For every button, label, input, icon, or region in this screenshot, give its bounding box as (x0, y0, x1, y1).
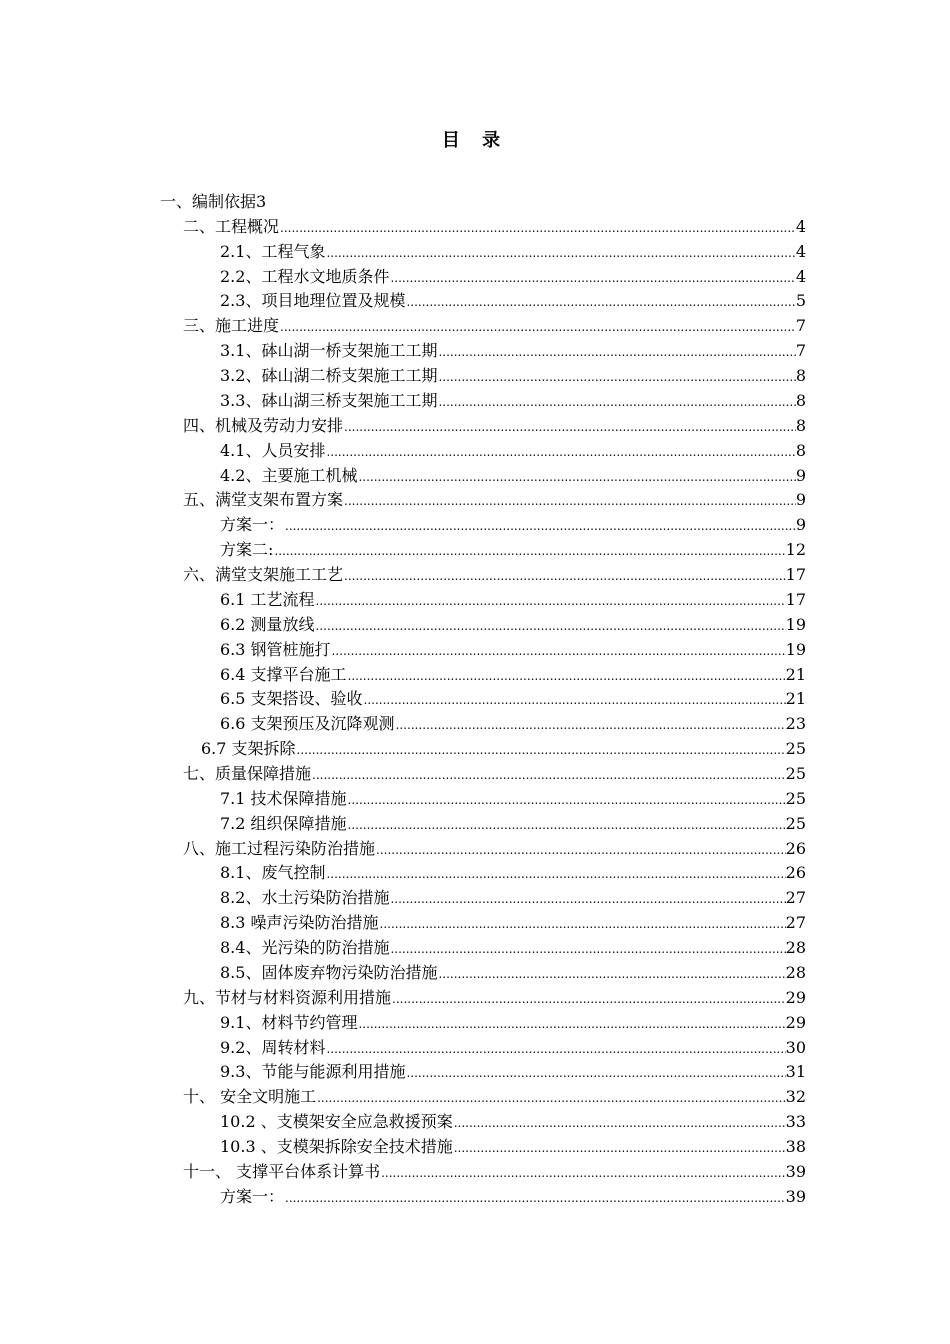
toc-entry-label: 3.3、砵山湖三桥支架施工工期 (220, 390, 438, 410)
toc-entry-label: 四、机械及劳动力安排 (183, 415, 344, 435)
toc-entry-label: 4.2、主要施工机械 (220, 465, 358, 485)
toc-entry-label: 八、施工过程污染防治措施 (183, 838, 376, 858)
toc-entry[interactable] (183, 761, 806, 786)
toc-entry-label: 8.5、固体废弃物污染防治措施 (220, 962, 438, 982)
toc-entry-page: 32 (785, 1087, 806, 1107)
toc-entry-label: 6.5 支架搭设、验收 (220, 689, 363, 709)
toc-entry[interactable] (183, 487, 806, 512)
toc-entry-page: 4 (795, 266, 806, 286)
toc-title: 目 录 (441, 130, 509, 151)
toc-entry[interactable] (183, 985, 806, 1010)
toc-entry-page: 8 (795, 440, 806, 460)
toc-entry-label: 3.2、砵山湖二桥支架施工工期 (220, 366, 438, 386)
toc-entry[interactable] (220, 239, 806, 264)
toc-entry[interactable] (220, 786, 806, 811)
toc-entry-label: 6.6 支架预压及沉降观测 (220, 714, 395, 734)
toc-entry-page: 31 (785, 1062, 806, 1082)
toc-entry-page: 7 (795, 341, 806, 361)
toc-entry-label: 3.1、砵山湖一桥支架施工工期 (220, 341, 438, 361)
toc-entry[interactable] (220, 1184, 806, 1209)
toc-entry-label: 4.1、人员安排 (220, 440, 326, 460)
toc-entry-page: 33 (785, 1112, 806, 1132)
toc-entry-page: 19 (785, 614, 806, 634)
toc-entry-label: 方案二: (220, 540, 274, 560)
toc-entry[interactable] (183, 562, 806, 587)
toc-entry-label: 三、施工进度 (183, 316, 280, 336)
toc-entry[interactable] (183, 413, 806, 438)
toc-entry[interactable] (183, 1159, 806, 1184)
toc-entry[interactable] (220, 662, 806, 687)
toc-entry-page: 3 (256, 192, 267, 211)
toc-entry-page: 8 (795, 415, 806, 435)
toc-entry[interactable] (220, 388, 806, 413)
toc-entry[interactable] (220, 910, 806, 935)
toc-entry[interactable] (220, 1010, 806, 1035)
toc-entry[interactable] (220, 885, 806, 910)
toc-entry-page: 26 (785, 863, 806, 883)
toc-entry-page: 4 (795, 216, 806, 236)
toc-entry-label: 十一、 支撑平台体系计算书 (183, 1161, 381, 1181)
toc-entry-page: 25 (785, 788, 806, 808)
toc-entry[interactable] (220, 463, 806, 488)
toc-entry-page: 17 (785, 565, 806, 585)
toc-entry-page: 21 (785, 689, 806, 709)
toc-entry-label: 8.1、废气控制 (220, 863, 326, 883)
toc-entry-label: 7.1 技术保障措施 (220, 788, 347, 808)
toc-entry-label: 2.2、工程水文地质条件 (220, 266, 390, 286)
toc-entry-page: 38 (785, 1137, 806, 1157)
toc-entry-label: 9.3、节能与能源利用措施 (220, 1062, 406, 1082)
toc-entry-label: 六、满堂支架施工工艺 (183, 565, 344, 585)
toc-entry-page: 39 (785, 1186, 806, 1206)
toc-entry-page: 12 (785, 540, 806, 560)
toc-entry-page: 25 (785, 739, 806, 759)
toc-entry-label: 9.1、材料节约管理 (220, 1012, 358, 1032)
toc-entry-page: 4 (795, 241, 806, 261)
toc-entry[interactable] (220, 1035, 806, 1060)
toc-entry[interactable] (220, 637, 806, 662)
toc-entry[interactable] (183, 313, 806, 338)
toc-entry-label: 方案一： (220, 1186, 285, 1206)
toc-entry-label: 2.3、项目地理位置及规模 (220, 291, 406, 311)
toc-entry[interactable] (220, 363, 806, 388)
toc-entry-label: 8.2、水土污染防治措施 (220, 888, 390, 908)
toc-entry-label: 五、满堂支架布置方案 (183, 490, 344, 510)
toc-entry-label: 九、节材与材料资源利用措施 (183, 987, 392, 1007)
toc-entry[interactable] (220, 811, 806, 836)
toc-entry-page: 28 (785, 938, 806, 958)
toc-entry-label: 七、质量保障措施 (183, 764, 312, 783)
toc-entry-label: 6.7 支架拆除 (201, 739, 296, 759)
toc-entry-page: 8 (795, 390, 806, 410)
toc-entry-label: 6.2 测量放线 (220, 614, 315, 634)
toc-entry-page: 25 (785, 764, 806, 783)
toc-entry[interactable] (183, 1084, 806, 1109)
toc-entry-page: 26 (785, 838, 806, 858)
toc-entry-label: 十、 安全文明施工 (183, 1087, 317, 1107)
toc-entry-page: 27 (785, 913, 806, 933)
toc-entry-page: 23 (785, 714, 806, 734)
toc-entry[interactable] (220, 338, 806, 363)
toc-entry[interactable] (160, 189, 266, 214)
toc-entry[interactable] (220, 860, 806, 885)
toc-entry[interactable] (220, 537, 806, 562)
toc-entry[interactable] (220, 288, 806, 313)
toc-entry-page: 39 (785, 1161, 806, 1181)
toc-entry[interactable] (220, 686, 806, 711)
toc-entry[interactable] (220, 960, 806, 985)
toc-entry-page: 9 (795, 465, 806, 485)
toc-entry-label: 10.2 、支模架安全应急救援预案 (220, 1112, 453, 1132)
toc-entry[interactable] (220, 512, 806, 537)
toc-entry[interactable] (220, 935, 806, 960)
toc-entry-page: 5 (795, 291, 806, 311)
toc-entry-page: 7 (795, 316, 806, 336)
toc-entry-page: 21 (785, 664, 806, 684)
toc-entry[interactable] (201, 736, 806, 761)
toc-entry[interactable] (220, 587, 806, 612)
toc-entry-label: 6.3 钢管桩施打 (220, 639, 331, 659)
toc-entry[interactable] (220, 438, 806, 463)
toc-entry-label: 6.1 工艺流程 (220, 589, 315, 609)
toc-entry-page: 30 (785, 1037, 806, 1057)
toc-entry[interactable] (220, 711, 806, 736)
toc-entry-label: 方案一： (220, 515, 285, 535)
toc-entry-page: 27 (785, 888, 806, 908)
toc-entry[interactable] (220, 1059, 806, 1084)
toc-entry-label: 9.2、周转材料 (220, 1037, 326, 1057)
toc-entry-label: 一、编制依据 (160, 192, 257, 211)
toc-entry-page: 28 (785, 962, 806, 982)
toc-entry-page: 8 (795, 366, 806, 386)
toc-entry-page: 17 (785, 589, 806, 609)
toc-entry-label: 8.4、光污染的防治措施 (220, 938, 390, 958)
toc-entry[interactable] (183, 214, 806, 239)
toc-entry-page: 25 (785, 813, 806, 833)
toc-entry-page: 9 (795, 515, 806, 535)
toc-entry[interactable] (183, 836, 806, 861)
toc-entry-label: 2.1、工程气象 (220, 241, 326, 261)
toc-entry-page: 9 (795, 490, 806, 510)
toc-entry-label: 10.3 、支模架拆除安全技术措施 (220, 1137, 453, 1157)
toc-entry-label: 二、工程概况 (183, 216, 280, 236)
toc-entry[interactable] (220, 1109, 806, 1134)
toc-entry[interactable] (220, 1134, 806, 1159)
toc-entry-page: 19 (785, 639, 806, 659)
toc-entry[interactable] (220, 264, 806, 289)
toc-entry[interactable] (220, 612, 806, 637)
toc-entry-label: 8.3 噪声污染防治措施 (220, 913, 379, 933)
toc-entry-page: 29 (785, 987, 806, 1007)
toc-entry-label: 6.4 支撑平台施工 (220, 664, 347, 684)
toc-entry-label: 7.2 组织保障措施 (220, 813, 347, 833)
toc-entry-page: 29 (785, 1012, 806, 1032)
